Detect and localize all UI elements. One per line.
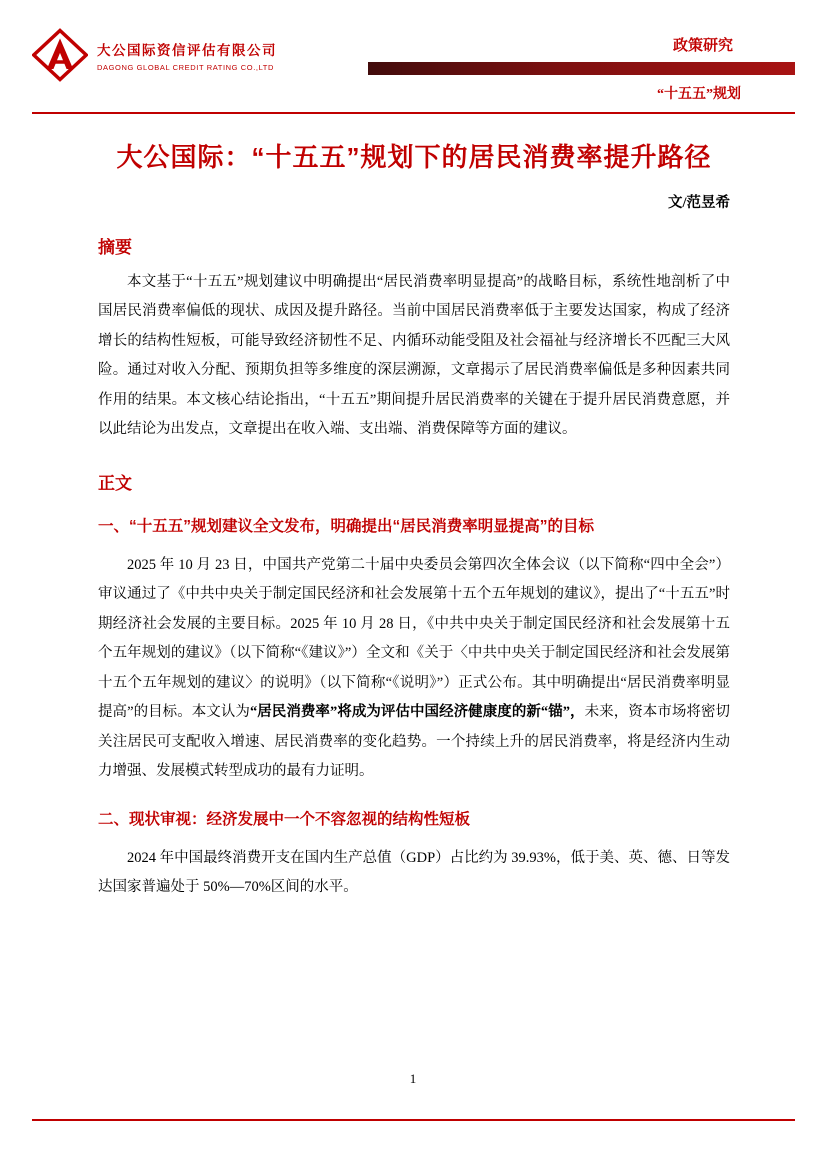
section-1-emphasis: “居民消费率”将成为评估中国经济健康度的新“锚”， — [249, 704, 585, 720]
section-2-heading: 二、现状审视：经济发展中一个不容忽视的结构性短板 — [98, 810, 471, 828]
body-heading: 正文 — [98, 473, 132, 493]
company-logo-icon — [32, 28, 88, 82]
company-brand — [32, 28, 277, 82]
section-1-paragraph — [98, 551, 730, 787]
report-header-meta — [368, 34, 795, 103]
article-content — [0, 114, 826, 903]
abstract-heading: 摘要 — [98, 237, 132, 257]
page-header — [0, 0, 826, 103]
section-2-paragraph: 2024 年中国最终消费开支在国内生产总值（GDP）占比约为 39.93%，低于美、英、德、日等发达国家普遍处于 50%—70%区间的水平。 — [98, 849, 730, 895]
article-title: 大公国际：“十五五”规划下的居民消费率提升路径 — [116, 142, 712, 172]
report-category: 政策研究 — [672, 37, 733, 54]
report-series: “十五五”规划 — [657, 87, 741, 102]
section-1-text-lead: 2025 年 10 月 23 日，中国共产党第二十届中央委员会第四次全体会议（以下简称“四中全会”）审议通过了《中共中央关于制定国民经济和社会发展第十五个五年规划的建议》，提出了“十五五”时期经济社会发展的主要目标。2025 年 10 月 28 日，《中共中央关于制定国民经济和社会发展第十五个五年规划的建议》（以下简称“《建议》”）全文和《关于〈中共中央关于制定国民经济和社会发展第十五个五年规划的建议〉的说明》（以下简称“《说明》”）正式公布。其中明确提出“居民消费率明显提高”的目标。本文认为 — [98, 556, 730, 720]
section-1-text-tail: 未来，资本市场将密切关注居民可支配收入增速、居民消费率的变化趋势。一个持续上升的居民消费率，将是经济内生动力增强、发展模式转型成功的最有力证明。 — [98, 704, 731, 779]
company-name: 大公国际资信评估有限公司 — [97, 42, 277, 58]
company-name-english: DAGONG GLOBAL CREDIT RATING CO.,LTD — [97, 62, 274, 72]
header-accent-bar — [368, 62, 795, 75]
abstract-paragraph: 本文基于“十五五”规划建议中明确提出“居民消费率明显提高”的战略目标，系统性地剖析了中国居民消费率偏低的现状、成因及提升路径。当前中国居民消费率低于主要发达国家，构成了经济增长的结构性短板，可能导致经济韧性不足、内循环动能受阻及社会福祉与经济增长不匹配三大风险。通过对收入分配、预期负担等多维度的深层溯源，文章揭示了居民消费率偏低是多种因素共同作用的结果。本文核心结论指出，“十五五”期间提升居民消费率的关键在于提升居民消费意愿，并以此结论为出发点，文章提出在收入端、支出端、消费保障等方面的建议。 — [98, 273, 730, 437]
footer-divider — [32, 1119, 795, 1121]
company-name-block — [97, 39, 277, 72]
section-1-heading: 一、“十五五”规划建议全文发布，明确提出“居民消费率明显提高”的目标 — [98, 517, 595, 535]
article-byline: 文/范昱希 — [667, 194, 730, 211]
page-number: 1 — [409, 1071, 417, 1086]
